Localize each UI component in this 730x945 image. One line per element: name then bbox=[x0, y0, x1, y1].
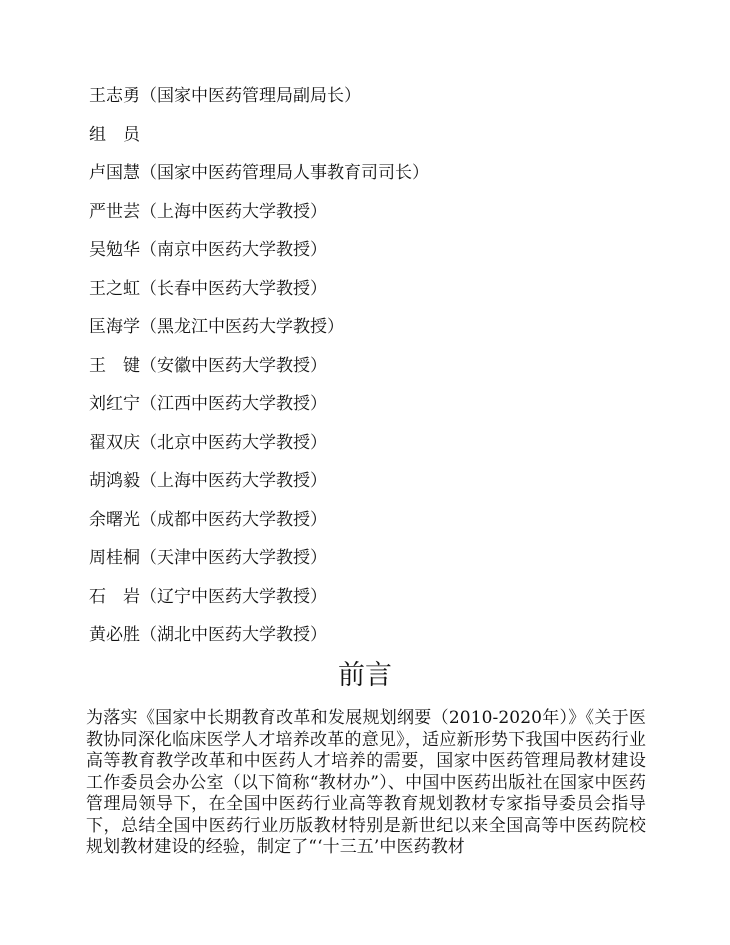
member-line: 卢国慧（国家中医药管理局人事教育司司长） bbox=[89, 163, 429, 183]
preface-paragraph: 为落实《国家中长期教育改革和发展规划纲要（2010-2020年）》《关于医教协同深化临床医学人才培养改革的意见》，适应新形势下我国中医药行业高等教育教学改革和中医药人才培养的需要，国家中医药管理局教材建设工作委员会办公室（以下简称“教材办”）、中国中医药出版社在国家中医药管理局领导下，在全国中医药行业高等教育规划教材专家指导委员会指导下，总结全国中医药行业历版教材特别是新世纪以来全国高等中医药院校规划教材建设的经验，制定了“‘十三五’中医药教材 bbox=[86, 708, 646, 857]
member-line: 翟双庆（北京中医药大学教授） bbox=[89, 432, 327, 453]
member-line: 王之虹（长春中医药大学教授） bbox=[89, 278, 327, 299]
member-line: 严世芸（上海中医药大学教授） bbox=[89, 201, 327, 222]
member-line: 周桂桐（天津中医药大学教授） bbox=[89, 548, 327, 568]
committee-member-list bbox=[89, 84, 429, 662]
member-line: 刘红宁（江西中医药大学教授） bbox=[89, 394, 327, 414]
member-line: 余曙光（成都中医药大学教授） bbox=[89, 509, 327, 530]
member-line: 吴勉华（南京中医药大学教授） bbox=[89, 240, 327, 260]
member-line: 石 岩（辽宁中医药大学教授） bbox=[89, 586, 327, 607]
member-group-heading: 组 员 bbox=[89, 124, 140, 145]
member-line: 王 键（安徽中医药大学教授） bbox=[89, 355, 327, 376]
member-line: 胡鸿毅（上海中医药大学教授） bbox=[89, 471, 327, 491]
member-line: 王志勇（国家中医药管理局副局长） bbox=[89, 86, 361, 106]
preface-title: 前言 bbox=[338, 660, 392, 691]
member-line: 匡海学（黑龙江中医药大学教授） bbox=[89, 317, 344, 337]
member-line: 黄必胜（湖北中医药大学教授） bbox=[89, 625, 327, 645]
